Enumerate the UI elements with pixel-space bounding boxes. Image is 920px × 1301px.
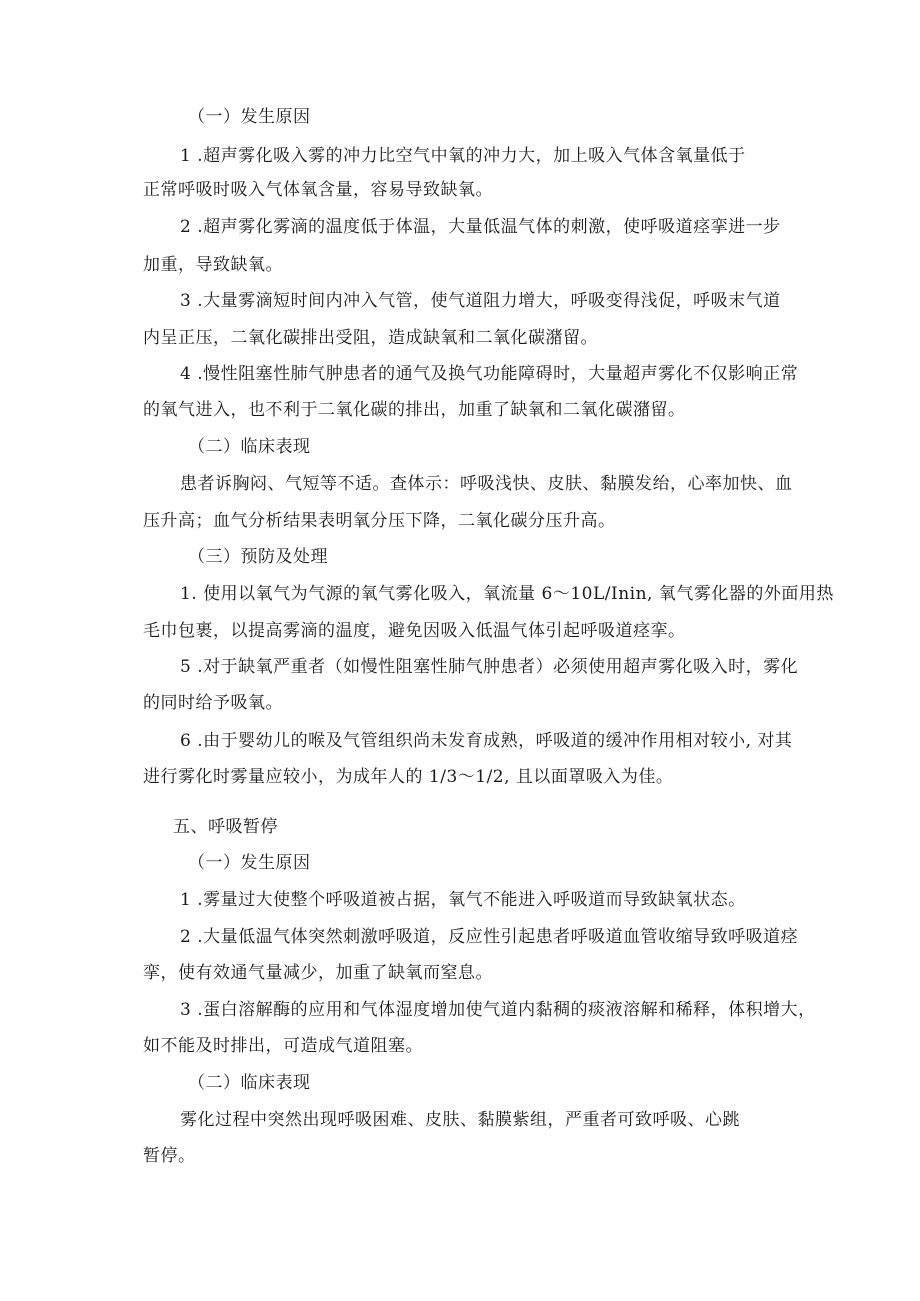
paragraph-line: 的氧气进入，也不利于二氧化碳的排出，加重了缺氧和二氧化碳潴留。 xyxy=(143,400,686,420)
paragraph-line: 暂停。 xyxy=(143,1146,196,1166)
section-heading: 五、呼吸暂停 xyxy=(173,817,278,837)
paragraph-line: 1 .雾量过大使整个呼吸道被占据，氧气不能进入呼吸道而导致缺氧状态。 xyxy=(180,890,746,910)
paragraph-line: 5 .对于缺氧严重者（如慢性阻塞性肺气肿患者）必须使用超声雾化吸入时，雾化 xyxy=(180,657,799,677)
paragraph-line: 2 .大量低温气体突然刺激呼吸道，反应性引起患者呼吸道血管收缩导致呼吸道痉 xyxy=(180,927,799,947)
paragraph-line: 挛，使有效通气量减少，加重了缺氧而窒息。 xyxy=(143,963,493,983)
subsection-heading: （三）预防及处理 xyxy=(188,547,328,567)
paragraph-line: 加重，导致缺氧。 xyxy=(143,255,283,275)
paragraph-line: 毛巾包裹，以提高雾滴的温度，避免因吸入低温气体引起呼吸道痉挛。 xyxy=(143,621,686,641)
paragraph-line: 正常呼吸时吸入气体氧含量，容易导致缺氧。 xyxy=(143,180,493,200)
paragraph-line: 1. 使用以氧气为气源的氧气雾化吸入，氧流量 6～10L/Inin, 氧气雾化器的外面用热 xyxy=(180,584,834,604)
paragraph-line: 1 .超声雾化吸入雾的冲力比空气中氧的冲力大，加上吸入气体含氧量低于 xyxy=(180,146,746,166)
paragraph-line: 内呈正压，二氧化碳排出受阻，造成缺氧和二氧化碳潴留。 xyxy=(143,328,598,348)
paragraph-line: 进行雾化时雾量应较小，为成年人的 1/3～1/2, 且以面罩吸入为佳。 xyxy=(143,767,674,787)
paragraph-line: 3 .蛋白溶解酶的应用和气体湿度增加使气道内黏稠的痰液溶解和稀释，体积增大， xyxy=(180,1000,816,1020)
subsection-heading: （二）临床表现 xyxy=(188,1073,311,1093)
subsection-heading: （二）临床表现 xyxy=(188,437,311,457)
paragraph-line: 4 .慢性阻塞性肺气肿患者的通气及换气功能障碍时，大量超声雾化不仅影响正常 xyxy=(180,364,799,384)
paragraph-line: 的同时给予吸氧。 xyxy=(143,693,283,713)
subsection-heading: （一）发生原因 xyxy=(188,853,311,873)
paragraph-line: 如不能及时排出，可造成气道阻塞。 xyxy=(143,1036,423,1056)
paragraph-line: 压升高；血气分析结果表明氧分压下降，二氧化碳分压升高。 xyxy=(143,511,616,531)
paragraph-line: 3 .大量雾滴短时间内冲入气管，使气道阻力增大，呼吸变得浅促，呼吸末气道 xyxy=(180,291,781,311)
paragraph-line: 雾化过程中突然出现呼吸困难、皮肤、黏膜紫组，严重者可致呼吸、心跳 xyxy=(180,1110,740,1130)
paragraph-line: 2 .超声雾化雾滴的温度低于体温，大量低温气体的刺激，使呼吸道痉挛进一步 xyxy=(180,217,781,237)
paragraph-line: 6 .由于婴幼儿的喉及气管组织尚未发育成熟，呼吸道的缓冲作用相对较小, 对其 xyxy=(180,731,793,751)
subsection-heading: （一）发生原因 xyxy=(188,107,311,127)
paragraph-line: 患者诉胸闷、气短等不适。查体示：呼吸浅快、皮肤、黏膜发绐，心率加快、血 xyxy=(180,474,793,494)
